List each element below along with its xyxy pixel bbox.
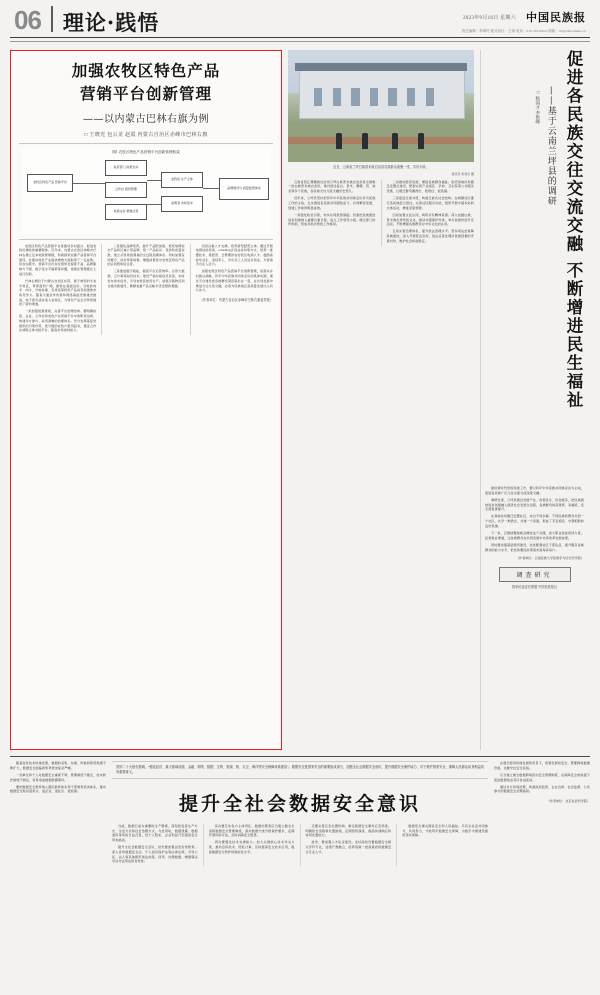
photo-campus (288, 50, 474, 162)
article-bottom-columns (112, 824, 488, 867)
photo-credit: 通讯员 和建忠 摄 (451, 171, 474, 176)
article-left-byline: □ 王晓光 包云龙 赵霞 内蒙古自治区赤峰市巴林右旗 (84, 132, 208, 138)
article-left-column-3 (196, 244, 273, 336)
paragraph: 一是加强统筹规划，完善平台治理结构。要明确政府、企业、合作社和农牧户在营销平台中的职责边界，构建多方参与、权责清晰的治理体系。充分发挥基层党组织的引领作用，把分散的农牧户组织起来，通过合作社或联合体对接平台，提高市场谈判能力。 (19, 309, 97, 333)
diagram-title: 图1 农牧区特色产品营销平台创新管理框架 (112, 149, 180, 154)
paragraph: 农牧区特色产品营销平台是推动乡村振兴、促进农牧民增收的重要载体。近年来，内蒙古自治区赤峰市巴林右旗立足本地资源禀赋，积极探索农畜产品营销平台建设，在推动特色产业提质增效方面取得了一定成效。但在实践中，营销平台仍存在组织化程度不高、品牌影响力不强、数字化水平偏低等问题，亟须在管理模式上进行创新。 (19, 243, 97, 276)
page-body (0, 48, 600, 750)
diagram-box-5: 消费者 市场需求 (161, 196, 203, 212)
paragraph: 做好新时代党的民族工作，要以铸牢中华民族共同体意识为主线，促进各民族广泛交往全面交流深度交融。 (485, 486, 584, 495)
paragraph: 四是注重人才支撑，培育新型经营主体。通过开展电商技能培训、returning乡创业扶持等方式，培养一批懂技术、善经营、会管理的农村牧区电商人才。鼓励高校毕业生、退役军人、外出务工人员返乡创业，为营销平台注入活力。 (195, 243, 273, 267)
paragraph: 此外，要加强人才队伍建设。支持高校设置数据安全相关学科专业，加强产教融合，培养造就一批高素质的数据安全专业人才。 (305, 840, 392, 854)
article-mid-column-2 (387, 180, 475, 246)
column-separator (300, 824, 301, 867)
masthead-rule (10, 37, 590, 42)
article-left-sign: （作者单位：内蒙古自治区赤峰市巴林右旗委党校） (199, 297, 273, 302)
column-badge: 调查研究 (499, 567, 571, 582)
photo-window (333, 88, 341, 106)
article-bottom-column-1 (112, 824, 198, 867)
column-badge-sub: 国家民委委托课题 中国民族报社 (511, 584, 558, 589)
article-left-headline-line2: 营销平台创新管理 (79, 84, 212, 104)
diagram-framework (21, 148, 271, 234)
article-bottom-abstract: 党的二十大报告强调，"强化经济、重大基础设施、金融、网络、数据、生物、资源、核、太空、海洋等安全保障体系建设"。数据安全是国家安全的重要组成部分，加强全社会数据安全意识，提升数据安全保护能力，对于维护国家安全、保障人民群众切身利益具有重要意义。 (112, 761, 488, 779)
paper-name: 中国民族报 (526, 11, 586, 25)
photo-window (388, 88, 396, 106)
diagram-box-4: 农牧民 生产主体 (161, 172, 203, 188)
diagram-connector-3 (203, 188, 219, 189)
paragraph: 加强农牧区特色产品营销平台创新管理，是落实乡村振兴战略、铸牢中华民族共同体意识的具体实践。通过平台建设把各族群众紧密联系在一起，在共同发展中增进交往交流交融，必将为民族地区高质量发展注入持久动力。 (195, 269, 273, 293)
column-separator (190, 244, 191, 336)
column-separator (381, 180, 382, 246)
article-right (480, 50, 584, 750)
photo-window (426, 88, 434, 106)
photo-window (314, 88, 322, 106)
photo-window (407, 88, 415, 106)
diagram-connector-1 (147, 180, 161, 181)
paragraph: 在数字经济快速发展的背景下，统筹发展和安全，既要释放数据价值，也要守住安全底线。 (494, 761, 590, 770)
article-left-rule (19, 143, 273, 144)
article-left-column-1 (19, 244, 96, 336)
article-left-column-2 (107, 244, 184, 336)
article-right-sign: （作者单位：云南民族大学民族学与历史学学院） (515, 556, 584, 561)
top-row (10, 50, 590, 750)
article-right-byline: □ 杨国才 李艳峰 (535, 90, 541, 125)
photo-figure (362, 133, 368, 149)
article-right-headline: 促进各民族交往交流交融 不断增进民生福祉 (564, 50, 583, 410)
paragraph: 五是完善治理体系，提升依法治理水平。坚持用法治保障民族团结，深入开展普法宣传，依法妥善处理涉民族因素的矛盾纠纷，维护社会和谐稳定。 (386, 229, 474, 243)
photo-roof (295, 63, 466, 71)
photo-track (288, 137, 474, 144)
masthead-credits: 责任编辑：李翠玲 版式设计：王琪 电话：010-58130810 邮箱：llb@chinatimes.cn (461, 29, 586, 33)
photo-figure (392, 133, 398, 149)
paragraph: 要把数据安全教育纳入国民教育体系和干部教育培训体系，推动数据安全知识进机关、进企业、进社区、进校园。 (10, 784, 106, 794)
article-bottom-headline: 提升全社会数据安全意识 (178, 792, 421, 815)
column-separator (396, 824, 397, 867)
diagram-box-2: 合作社 组织管理 (105, 182, 147, 198)
paragraph: 当前，数据已成为重要的生产要素，深刻改变着生产方式、生活方式和社会治理方式。与此同时，数据泄露、数据滥用等风险日益凸显，给个人隐私、企业利益乃至国家安全带来挑战。 (112, 823, 198, 842)
article-left (10, 50, 282, 750)
paragraph: 在易地扶贫搬迁安置社区，来自不同乡镇、不同民族的群众共居一个社区，共学一种语言，共建一个家园，形成了手足相亲、守望相助的良好氛围。 (485, 514, 585, 528)
paragraph: 二是强化品牌培育，提升产品附加值。依托地理标志产品和区域公用品牌，统一产品标识、包装和质量标准，建立从牧场到餐桌的全过程追溯体系。同时加强宣传推介，讲好草原故事，增强消费者对农牧区特色产品的认同感和信任度。 (107, 243, 185, 267)
article-right-column-1 (485, 486, 584, 561)
paragraph: 随着信息技术快速发展，数据的采集、存储、传输和使用规模不断扩大，数据安全面临的形势更加复杂严峻。 (10, 761, 106, 770)
publication-date: 2023年9月16日 星期六 (463, 15, 516, 21)
article-right-heading-area (485, 50, 584, 480)
masthead-divider (51, 6, 53, 32)
diagram-connector-0 (73, 183, 105, 184)
diagram-box-1: 政府部门 政策支持 (105, 160, 147, 176)
paragraph: 通过多方协同治理，构建政府监管、企业自律、社会监督、公众参与的数据安全治理格局。 (494, 784, 590, 794)
photo-building (299, 68, 465, 119)
article-bottom-sign: （作者单位：北京社会科学院） (546, 799, 590, 804)
photo-caption: 近日，云南省兰坪白族普米族自治县各族群众欢聚一堂，共庆丰收。 (333, 165, 429, 169)
paragraph: 调研发现，兰坪县通过发展产业、改善民生、优化服务，把民族团结进步创建融入经济社会发展全过程，各族群众的获得感、幸福感、安全感显著提升。 (485, 497, 585, 512)
article-bottom-side-left (10, 761, 106, 866)
article-bottom-column-4 (402, 824, 488, 867)
paragraph: 三是推进数字赋能，提高平台运营效率。运用大数据、云计算等信息技术，建设产销对接信息系统，实时发布供求信息，引导农牧民按需生产。加强冷链物流和仓储设施建设，破解农畜产品运输半径受限的难题。 (107, 269, 185, 288)
page-number: 06 (14, 5, 41, 35)
article-left-rule-2 (19, 239, 273, 240)
masthead (0, 0, 600, 48)
column-separator (203, 824, 204, 867)
article-bottom (0, 757, 600, 866)
article-bottom-side-right (494, 761, 590, 866)
paragraph: 三是促进互嵌共居，构建互嵌式社会结构。在城镇社区推行各民族混合居住，完善社区服务功能，组织开展丰富多彩的文体活动，增进邻里感情。 (386, 196, 474, 210)
paragraph: 一些单位和个人对数据安全重视不够，管理制度不健全，技术防护措施不到位，容易造成数据泄露事件。 (10, 772, 106, 782)
article-mid (288, 50, 474, 750)
paragraph: 应当建立健全数据跨境流动安全管理制度，在保障安全的前提下促进数据依法有序自由流动。 (494, 772, 590, 782)
diagram-connector-2 (147, 204, 161, 205)
article-left-headline-line1: 加强农牧区特色产品 (71, 61, 221, 80)
paragraph: 云南省怒江傈僳族自治州兰坪白族普米族自治县是全国唯一的白族普米族自治县，境内居住着白、普米、傈僳、怒、独龙等多个民族，各民族交往交流交融历史悠久。 (288, 179, 376, 194)
paragraph: 还要完善应急处置机制。制定数据安全事件应急预案，明确报告流程和处置措施，定期组织演练，提高快速响应和协同处置能力。 (305, 823, 392, 838)
paragraph: 下一步，应继续聚焦就业增收这个关键，加大职业技能培训力度，拓宽就业渠道，让各族群众在共同发展中共享改革发展成果。 (485, 531, 584, 540)
paragraph: 再次要强化技术支撑能力。加大关键核心技术攻关力度，推动密码技术、隐私计算、区块链等安全技术应用，提高数据安全防护的智能化水平。 (208, 840, 295, 854)
article-right-subhead: ——基于云南兰坪县的调研 (545, 86, 556, 206)
diagram-box-0: 农牧区特色产品 营销平台 (27, 174, 73, 192)
paragraph: 近年来，兰坪县坚持把铸牢中华民族共同体意识作为民族工作的主线，扎实推进各民族共同团结奋斗、共同繁荣发展，创建工作取得明显成效。 (288, 196, 376, 210)
masthead-right (462, 8, 586, 34)
photo-figure (336, 133, 342, 149)
photo-window (370, 88, 378, 106)
paragraph: 二是推动经济发展，增进各族群众福祉。依托易地扶贫搬迁安置点建设，配套完善产业园区、学校、卫生院等公共服务设施，让搬迁群众搬得出、稳得住、能致富。 (386, 179, 474, 194)
paragraph: 其次要压实各方主体责任。数据处理者应当建立健全全流程数据安全管理制度，落实数据分类分级保护要求，定期开展风险评估，及时消除安全隐患。 (208, 823, 295, 838)
paragraph: 数据安全事关国家安全和人民福祉。只有全社会共同参与、共同努力，才能筑牢数据安全屏障，为数字中国建设提供坚实保障。 (402, 823, 488, 838)
article-mid-columns (288, 180, 474, 246)
article-bottom-center (112, 761, 488, 866)
article-right-columns (485, 486, 584, 561)
diagram-box-6: 品牌建设与 质量监管体系 (219, 178, 269, 200)
diagram-box-3: 电商企业 渠道运营 (105, 204, 147, 220)
article-left-subhead: ——以内蒙古巴林右旗为例 (83, 113, 209, 125)
article-bottom-column-3 (306, 824, 392, 867)
article-mid-column-1 (288, 180, 376, 246)
paragraph: 一是强化政治引领，夯实共同思想基础。县委把民族团结进步创建纳入重要议事日程，成立工作领导小组，健全部门协作机制，形成齐抓共管的工作格局。 (288, 212, 376, 227)
photo-window (351, 88, 359, 106)
article-bottom-column-2 (209, 824, 295, 867)
paragraph: 提升全社会数据安全意识，首先要加强法治宣传教育。深入宣传数据安全法、个人信息保护法等法律法规，引导公民、法人和其他组织依法收集、使用、处理数据，增强尊法学法守法用法的自觉性。 (112, 845, 198, 864)
article-left-columns (17, 244, 275, 336)
paragraph: 同时要加强基层组织建设，选优配强社区干部队伍，提升服务各族群众的能力水平，把党的惠民政策落实到每家每户。 (485, 542, 584, 552)
column-separator (101, 244, 102, 336)
photo-figure (418, 133, 424, 149)
paragraph: 四是加强文化认同，构筑共有精神家园。深入挖掘白族、普米族优秀传统文化，推动非遗保护传承，举办民族传统节庆活动，不断增强各族群众对中华文化的认同。 (386, 212, 474, 227)
section-title: 理论·践悟 (62, 10, 160, 35)
paragraph: 巴林右旗位于内蒙古自治区东部，属于典型的半农半牧区，草原面积广阔，畜牧业基础良好。当地的肉羊、肉牛、沙地衬棉、笤帚苗等特色产品具有较强的市场竞争力。随着交通条件改善和网络基础设施建设推进，电子商务逐步进入农牧区，为特色产品走出草原提供了新的渠道。 (19, 278, 97, 307)
